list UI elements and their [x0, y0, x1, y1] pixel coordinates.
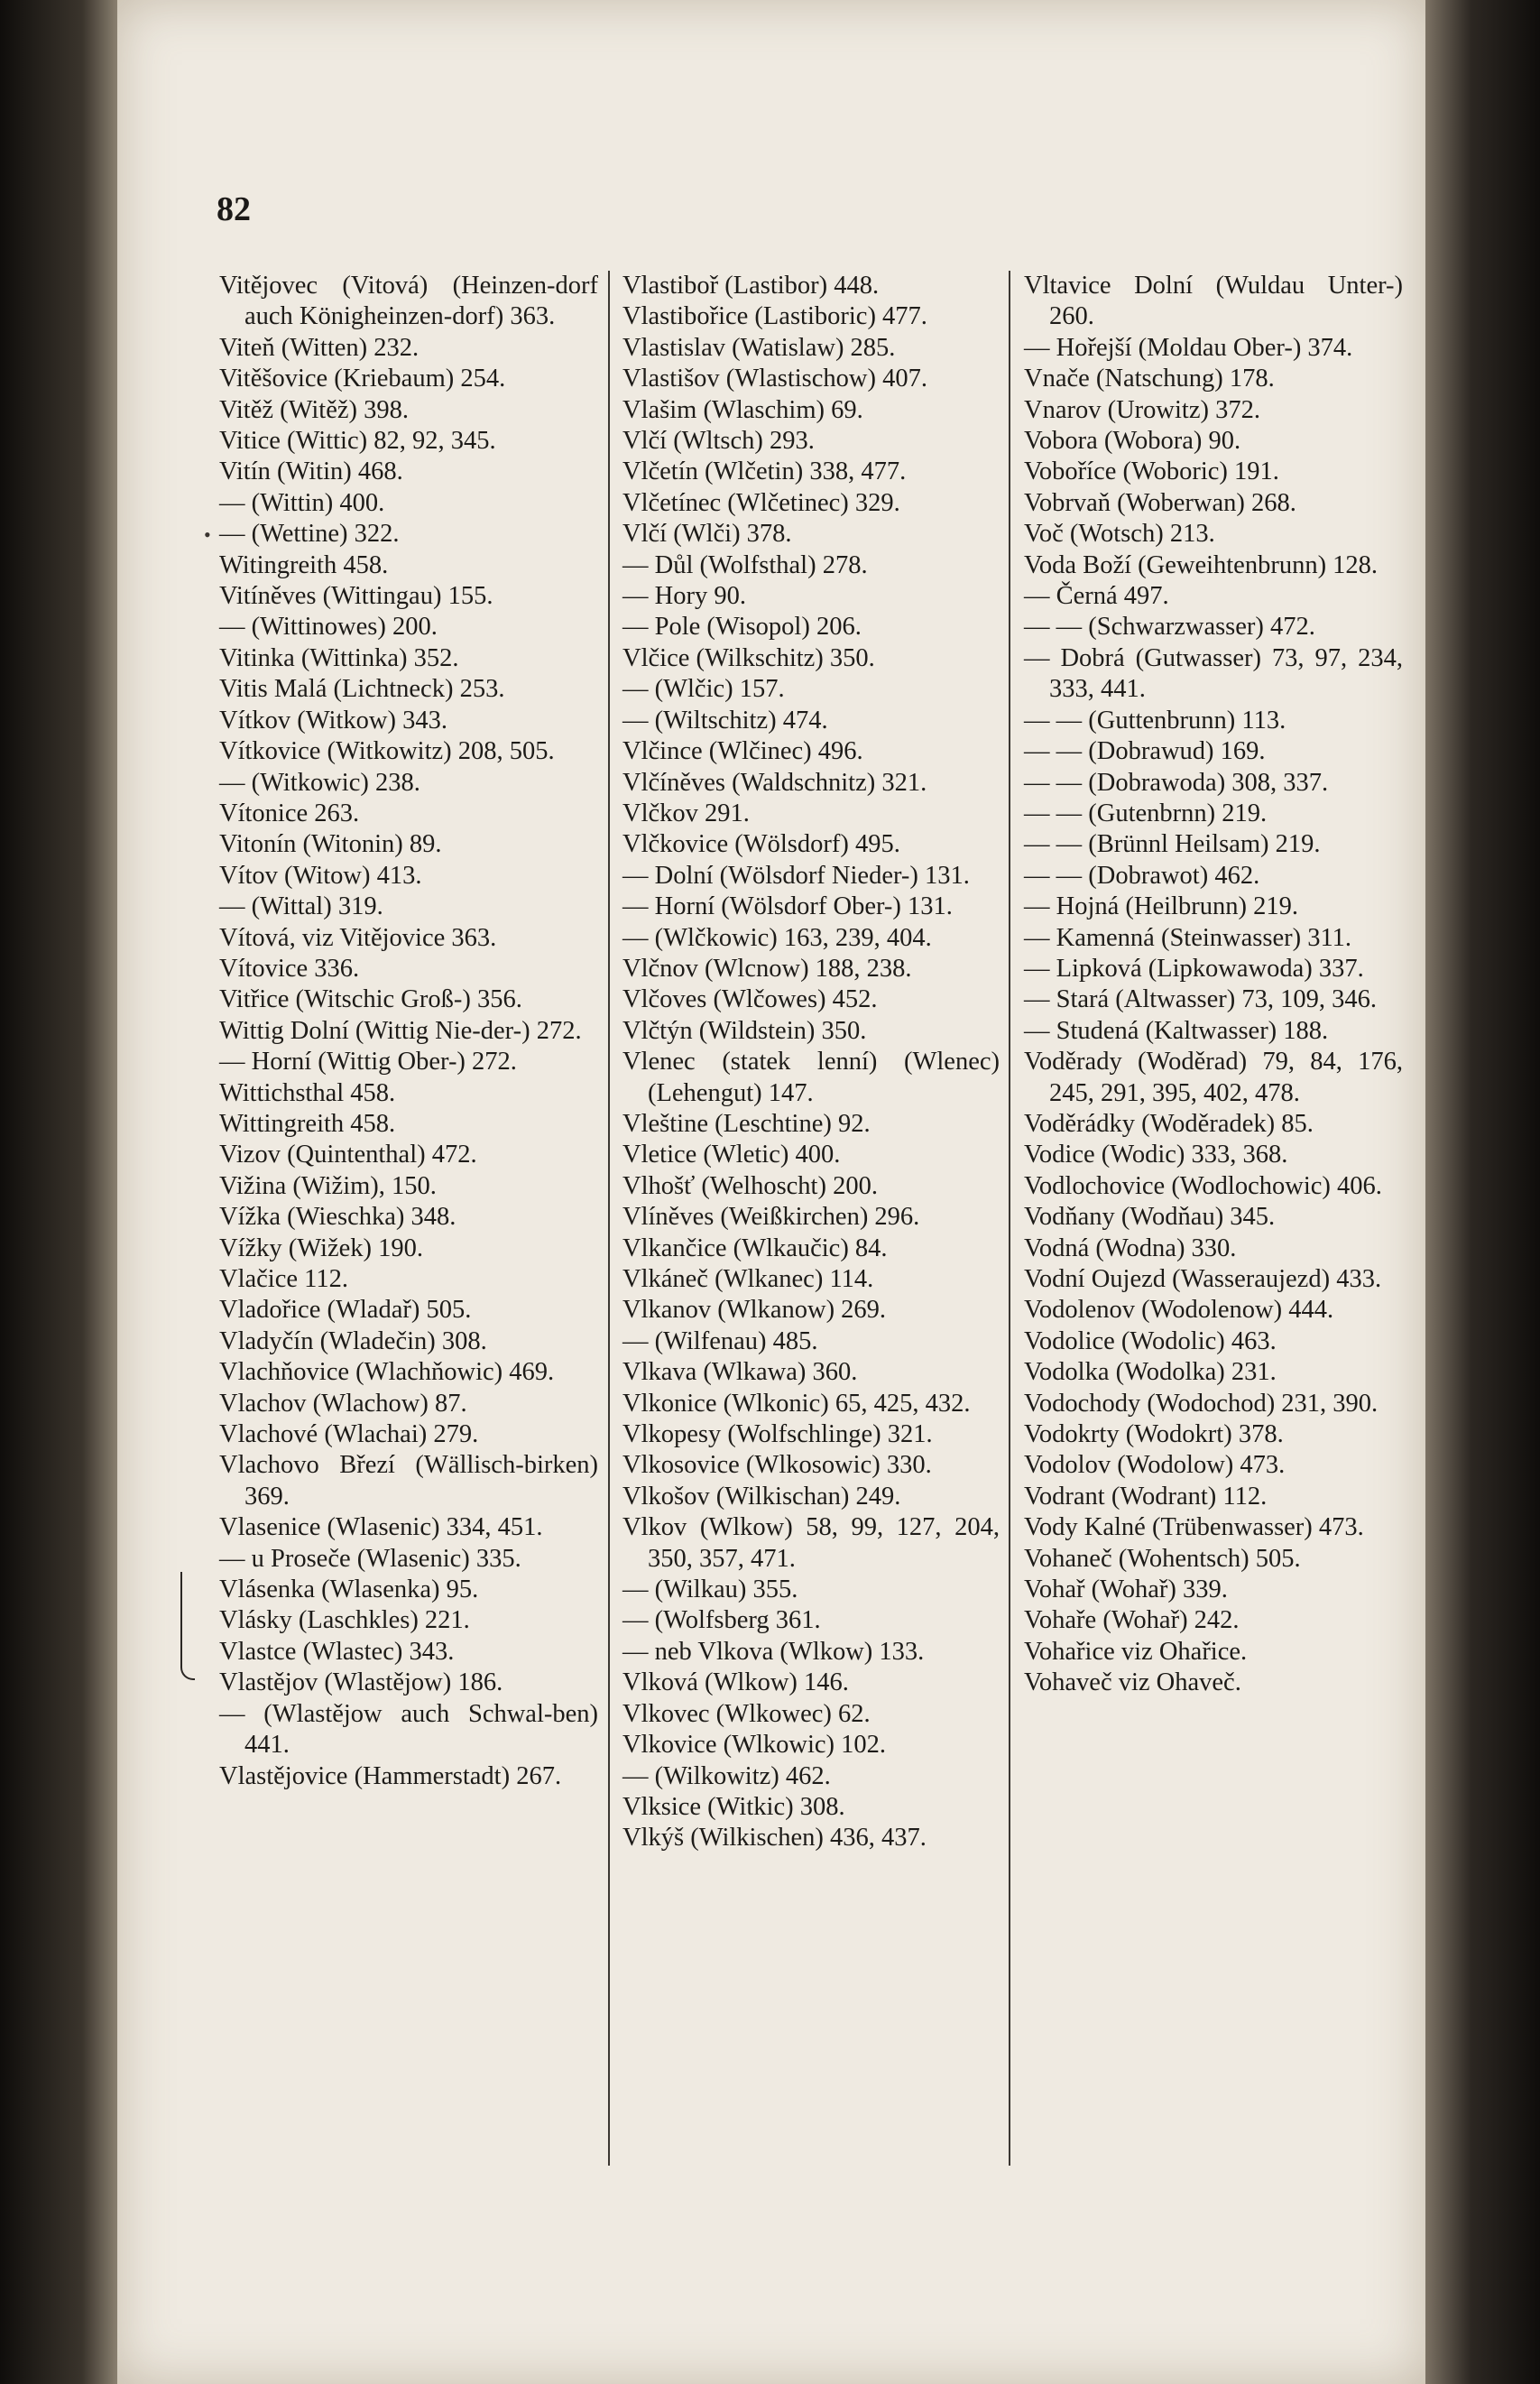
index-entry: — (Wettine) 322.: [219, 520, 400, 549]
index-entry: — Hojná (Heilbrunn) 219.: [1024, 892, 1298, 921]
index-entry: — (Wilfenau) 485.: [622, 1326, 818, 1355]
index-column-3: [1024, 271, 1403, 1699]
index-entry: Vlasenice (Wlasenic) 334, 451.: [219, 1513, 543, 1542]
index-entry: Vítkovice (Witkowitz) 208, 505.: [219, 737, 555, 766]
page-number: 82: [217, 190, 251, 228]
index-entry: Vítkov (Witkow) 343.: [219, 706, 447, 735]
index-entry: Vltavice Dolní (Wuldau Unter-) 260.: [1024, 272, 1403, 331]
index-entry: Vohaře (Wohař) 242.: [1024, 1606, 1240, 1635]
index-entry: Vitice (Wittic) 82, 92, 345.: [219, 427, 496, 456]
index-entry: Vitín (Witin) 468.: [219, 457, 403, 486]
index-entry: Vlková (Wlkow) 146.: [622, 1668, 849, 1697]
index-entry: Wittig Dolní (Wittig Nie-der-) 272.: [219, 1016, 582, 1045]
right-page-edge: [1425, 0, 1540, 2384]
index-entry: — Černá 497.: [1024, 582, 1169, 611]
index-entry: — — (Brünnl Heilsam) 219.: [1024, 830, 1321, 859]
index-entry: Vizov (Quintenthal) 472.: [219, 1141, 477, 1169]
index-entry: Vlastišov (Wlastischow) 407.: [622, 365, 927, 393]
index-entry: — (Wolfsberg 361.: [622, 1606, 821, 1635]
index-entry: — u Proseče (Wlasenic) 335.: [219, 1544, 521, 1573]
index-entry: Vlásenka (Wlasenka) 95.: [219, 1575, 479, 1604]
index-entry: Vlhošť (Welhoscht) 200.: [622, 1171, 878, 1200]
index-entry: — Stará (Altwasser) 73, 109, 346.: [1024, 985, 1378, 1014]
index-entry: — (Witkowic) 238.: [219, 768, 420, 797]
index-entry: Vlašim (Wlaschim) 69.: [622, 395, 863, 424]
index-entry: Vohaveč viz Ohaveč.: [1024, 1668, 1241, 1697]
index-entry: — (Wlastějow auch Schwal-ben) 441.: [219, 1699, 598, 1760]
index-entry: Wittingreith 458.: [219, 1109, 396, 1138]
index-entry: Vobrvaň (Woberwan) 268.: [1024, 488, 1296, 517]
index-entry: — (Wilkau) 355.: [622, 1575, 798, 1604]
index-entry: — — (Gutenbrnn) 219.: [1024, 799, 1268, 827]
index-entry: Vitinka (Wittinka) 352.: [219, 643, 459, 672]
index-entry: Vohařice viz Ohařice.: [1024, 1637, 1248, 1666]
index-entry: Vlčetín (Wlčetin) 338, 477.: [622, 457, 907, 486]
index-entry: Vitějovec (Vitová) (Heinzen-dorf auch Königheinzen-dorf) 363.: [219, 272, 598, 331]
index-entry: Voděrádky (Woděradek) 85.: [1024, 1109, 1314, 1138]
index-entry: — Kamenná (Steinwasser) 311.: [1024, 923, 1352, 952]
index-entry: Vodní Oujezd (Wasseraujezd) 433.: [1024, 1265, 1382, 1293]
column-divider-2: [1009, 271, 1010, 2166]
index-entry: Vížka (Wieschka) 348.: [219, 1203, 456, 1232]
index-entry: Vlčince (Wlčinec) 496.: [622, 737, 863, 766]
index-entry: Vlachov (Wlachow) 87.: [219, 1389, 467, 1418]
index-column-1: [219, 271, 598, 1792]
index-entry: Vohař (Wohař) 339.: [1024, 1575, 1228, 1604]
index-entry: Vítovice 336.: [219, 954, 360, 983]
left-page-edge: [0, 0, 117, 2384]
index-entry: Vlčíněves (Waldschnitz) 321.: [622, 768, 927, 797]
index-entry: Voboříce (Woboric) 191.: [1024, 457, 1279, 486]
index-entry: Vlkov (Wlkow) 58, 99, 127, 204, 350, 357, 471.: [622, 1513, 1000, 1573]
index-entry: — (Wittinowes) 200.: [219, 613, 438, 642]
index-entry: Vodochody (Wodochod) 231, 390.: [1024, 1389, 1379, 1418]
index-entry: Vlenec (statek lenní) (Wlenec) (Lehengut) 147.: [622, 1048, 1000, 1107]
index-entry: — Studená (Kaltwasser) 188.: [1024, 1016, 1329, 1045]
index-entry: Vlčkov 291.: [622, 799, 750, 827]
index-entry: Vitis Malá (Lichtneck) 253.: [219, 675, 505, 704]
index-entry: Vlásky (Laschkles) 221.: [219, 1606, 470, 1635]
index-entry: Vodokrty (Wodokrt) 378.: [1024, 1420, 1284, 1449]
index-entry: Vlkava (Wlkawa) 360.: [622, 1358, 858, 1387]
index-entry: Vlčice (Wilkschitz) 350.: [622, 643, 875, 672]
index-entry: Wittichsthal 458.: [219, 1078, 396, 1107]
index-entry: Vlastiboř (Lastibor) 448.: [622, 272, 880, 300]
index-entry: Vlachňovice (Wlachňowic) 469.: [219, 1358, 555, 1387]
index-entry: — neb Vlkova (Wlkow) 133.: [622, 1637, 925, 1666]
index-entry: Vlksice (Witkic) 308.: [622, 1792, 845, 1821]
index-entry: Vnarov (Urowitz) 372.: [1024, 395, 1260, 424]
index-entry: — Lipková (Lipkowawoda) 337.: [1024, 954, 1364, 983]
index-entry: — (Wittal) 319.: [219, 892, 383, 921]
index-entry: Vlkošov (Wilkischan) 249.: [622, 1482, 901, 1511]
index-entry: Vodrant (Wodrant) 112.: [1024, 1482, 1268, 1511]
index-entry: Vlčetínec (Wlčetinec) 329.: [622, 488, 900, 517]
index-entry: — Hory 90.: [622, 582, 746, 611]
index-entry: Vladyčín (Wladečin) 308.: [219, 1326, 487, 1355]
index-entry: Vlachové (Wlachai) 279.: [219, 1420, 479, 1449]
index-entry: Voděrady (Woděrad) 79, 84, 176, 245, 291, 395, 402, 478.: [1024, 1048, 1403, 1107]
index-column-2: [622, 271, 1000, 1854]
index-entry: Vobora (Wobora) 90.: [1024, 427, 1241, 456]
index-entry: Vlastějov (Wlastějow) 186.: [219, 1668, 503, 1697]
index-entry: — (Wilkowitz) 462.: [622, 1761, 831, 1790]
index-entry: Vlčoves (Wlčowes) 452.: [622, 985, 878, 1014]
index-entry: Vlčtýn (Wildstein) 350.: [622, 1016, 867, 1045]
index-entry: Vlčnov (Wlcnow) 188, 238.: [622, 954, 912, 983]
index-entry: Vlkýš (Wilkischen) 436, 437.: [622, 1824, 927, 1853]
index-entry: Vodolice (Wodolic) 463.: [1024, 1326, 1277, 1355]
index-entry: Vlčkovice (Wölsdorf) 495.: [622, 830, 900, 859]
index-entry: Witingreith 458.: [219, 550, 389, 579]
index-entry: Voda Boží (Geweihtenbrunn) 128.: [1024, 550, 1379, 579]
index-entry: Vlachovo Březí (Wällisch-birken) 369.: [219, 1451, 598, 1511]
index-entry: Vitřice (Witschic Groß-) 356.: [219, 985, 522, 1014]
index-entry: — (Wlčkowic) 163, 239, 404.: [622, 923, 932, 952]
index-entry: — Dobrá (Gutwasser) 73, 97, 234, 333, 441.: [1024, 643, 1403, 704]
index-entry: Vodná (Wodna) 330.: [1024, 1234, 1237, 1262]
index-entry: Vohaneč (Wohentsch) 505.: [1024, 1544, 1301, 1573]
index-entry: Vlkanov (Wlkanow) 269.: [622, 1296, 887, 1325]
index-entry: Vlíněves (Weißkirchen) 296.: [622, 1203, 920, 1232]
index-entry: — Pole (Wisopol) 206.: [622, 613, 862, 642]
index-entry: Vitonín (Witonin) 89.: [219, 830, 442, 859]
index-entry: Vlačice 112.: [219, 1265, 348, 1293]
index-entry: Vlastislav (Watislaw) 285.: [622, 333, 896, 362]
index-entry: Vodňany (Wodňau) 345.: [1024, 1203, 1276, 1232]
index-entry: Vlastce (Wlastec) 343.: [219, 1637, 455, 1666]
index-entry: Vlkančice (Wlkaučic) 84.: [622, 1234, 888, 1262]
index-entry: Vítonice 263.: [219, 799, 360, 827]
index-entry: Vitěšovice (Kriebaum) 254.: [219, 365, 506, 393]
index-entry: Vody Kalné (Trübenwasser) 473.: [1024, 1513, 1364, 1542]
index-entry: Vlkosovice (Wlkosowic) 330.: [622, 1451, 932, 1480]
index-entry: — — (Dobrawot) 462.: [1024, 861, 1260, 890]
index-entry: Vladořice (Wladař) 505.: [219, 1296, 472, 1325]
index-entry: Vitěž (Witěž) 398.: [219, 395, 410, 424]
index-entry: — — (Guttenbrunn) 113.: [1024, 706, 1286, 735]
index-entry: Vítová, viz Vitějovice 363.: [219, 923, 497, 952]
index-entry: Vletice (Wletic) 400.: [622, 1141, 841, 1169]
index-entry: Vlastějovice (Hammerstadt) 267.: [219, 1761, 562, 1790]
index-entry: Vodice (Wodic) 333, 368.: [1024, 1141, 1288, 1169]
index-entry: Vlkonice (Wlkonic) 65, 425, 432.: [622, 1389, 971, 1418]
index-entry: Vnače (Natschung) 178.: [1024, 365, 1275, 393]
index-entry: Vlčí (Wltsch) 293.: [622, 427, 815, 456]
index-entry: — — (Dobrawoda) 308, 337.: [1024, 768, 1329, 797]
index-entry: Vodolka (Wodolka) 231.: [1024, 1358, 1277, 1387]
index-entry: Vitíněves (Wittingau) 155.: [219, 582, 493, 611]
index-entry: — Důl (Wolfsthal) 278.: [622, 550, 868, 579]
index-entry: — Horní (Wölsdorf Ober-) 131.: [622, 892, 953, 921]
column-divider-1: [608, 271, 610, 2166]
margin-dot: •: [204, 523, 211, 546]
index-entry: — — (Schwarzwasser) 472.: [1024, 613, 1315, 642]
index-entry: Vlkopesy (Wolfschlinge) 321.: [622, 1420, 933, 1449]
index-entry: Vodolov (Wodolow) 473.: [1024, 1451, 1286, 1480]
index-entry: — (Wiltschitz) 474.: [622, 706, 828, 735]
index-entry: — — (Dobrawud) 169.: [1024, 737, 1266, 766]
index-entry: Vlkovec (Wlkowec) 62.: [622, 1699, 871, 1728]
index-entry: — Hořejší (Moldau Ober-) 374.: [1024, 333, 1353, 362]
index-entry: — (Wlčic) 157.: [622, 675, 785, 704]
index-entry: — Dolní (Wölsdorf Nieder-) 131.: [622, 861, 970, 890]
index-entry: Voč (Wotsch) 213.: [1024, 520, 1215, 549]
index-entry: — Horní (Wittig Ober-) 272.: [219, 1048, 517, 1076]
index-entry: — (Wittin) 400.: [219, 488, 385, 517]
index-entry: Vleštine (Leschtine) 92.: [622, 1109, 871, 1138]
index-entry: Vlčí (Wlči) 378.: [622, 520, 792, 549]
index-entry: Vodlochovice (Wodlochowic) 406.: [1024, 1171, 1382, 1200]
index-entry: Vlastibořice (Lastiboric) 477.: [622, 302, 927, 331]
index-entry: Vlkovice (Wlkowic) 102.: [622, 1731, 887, 1760]
index-entry: Vodolenov (Wodolenow) 444.: [1024, 1296, 1334, 1325]
index-entry: Vlkáneč (Wlkanec) 114.: [622, 1265, 874, 1293]
index-entry: Vítov (Witow) 413.: [219, 861, 422, 890]
index-entry: Viteň (Witten) 232.: [219, 333, 420, 362]
index-entry: Vížky (Wižek) 190.: [219, 1234, 423, 1262]
index-entry: Vižina (Wižim), 150.: [219, 1171, 437, 1200]
handwritten-bracket-mark: [180, 1572, 195, 1680]
